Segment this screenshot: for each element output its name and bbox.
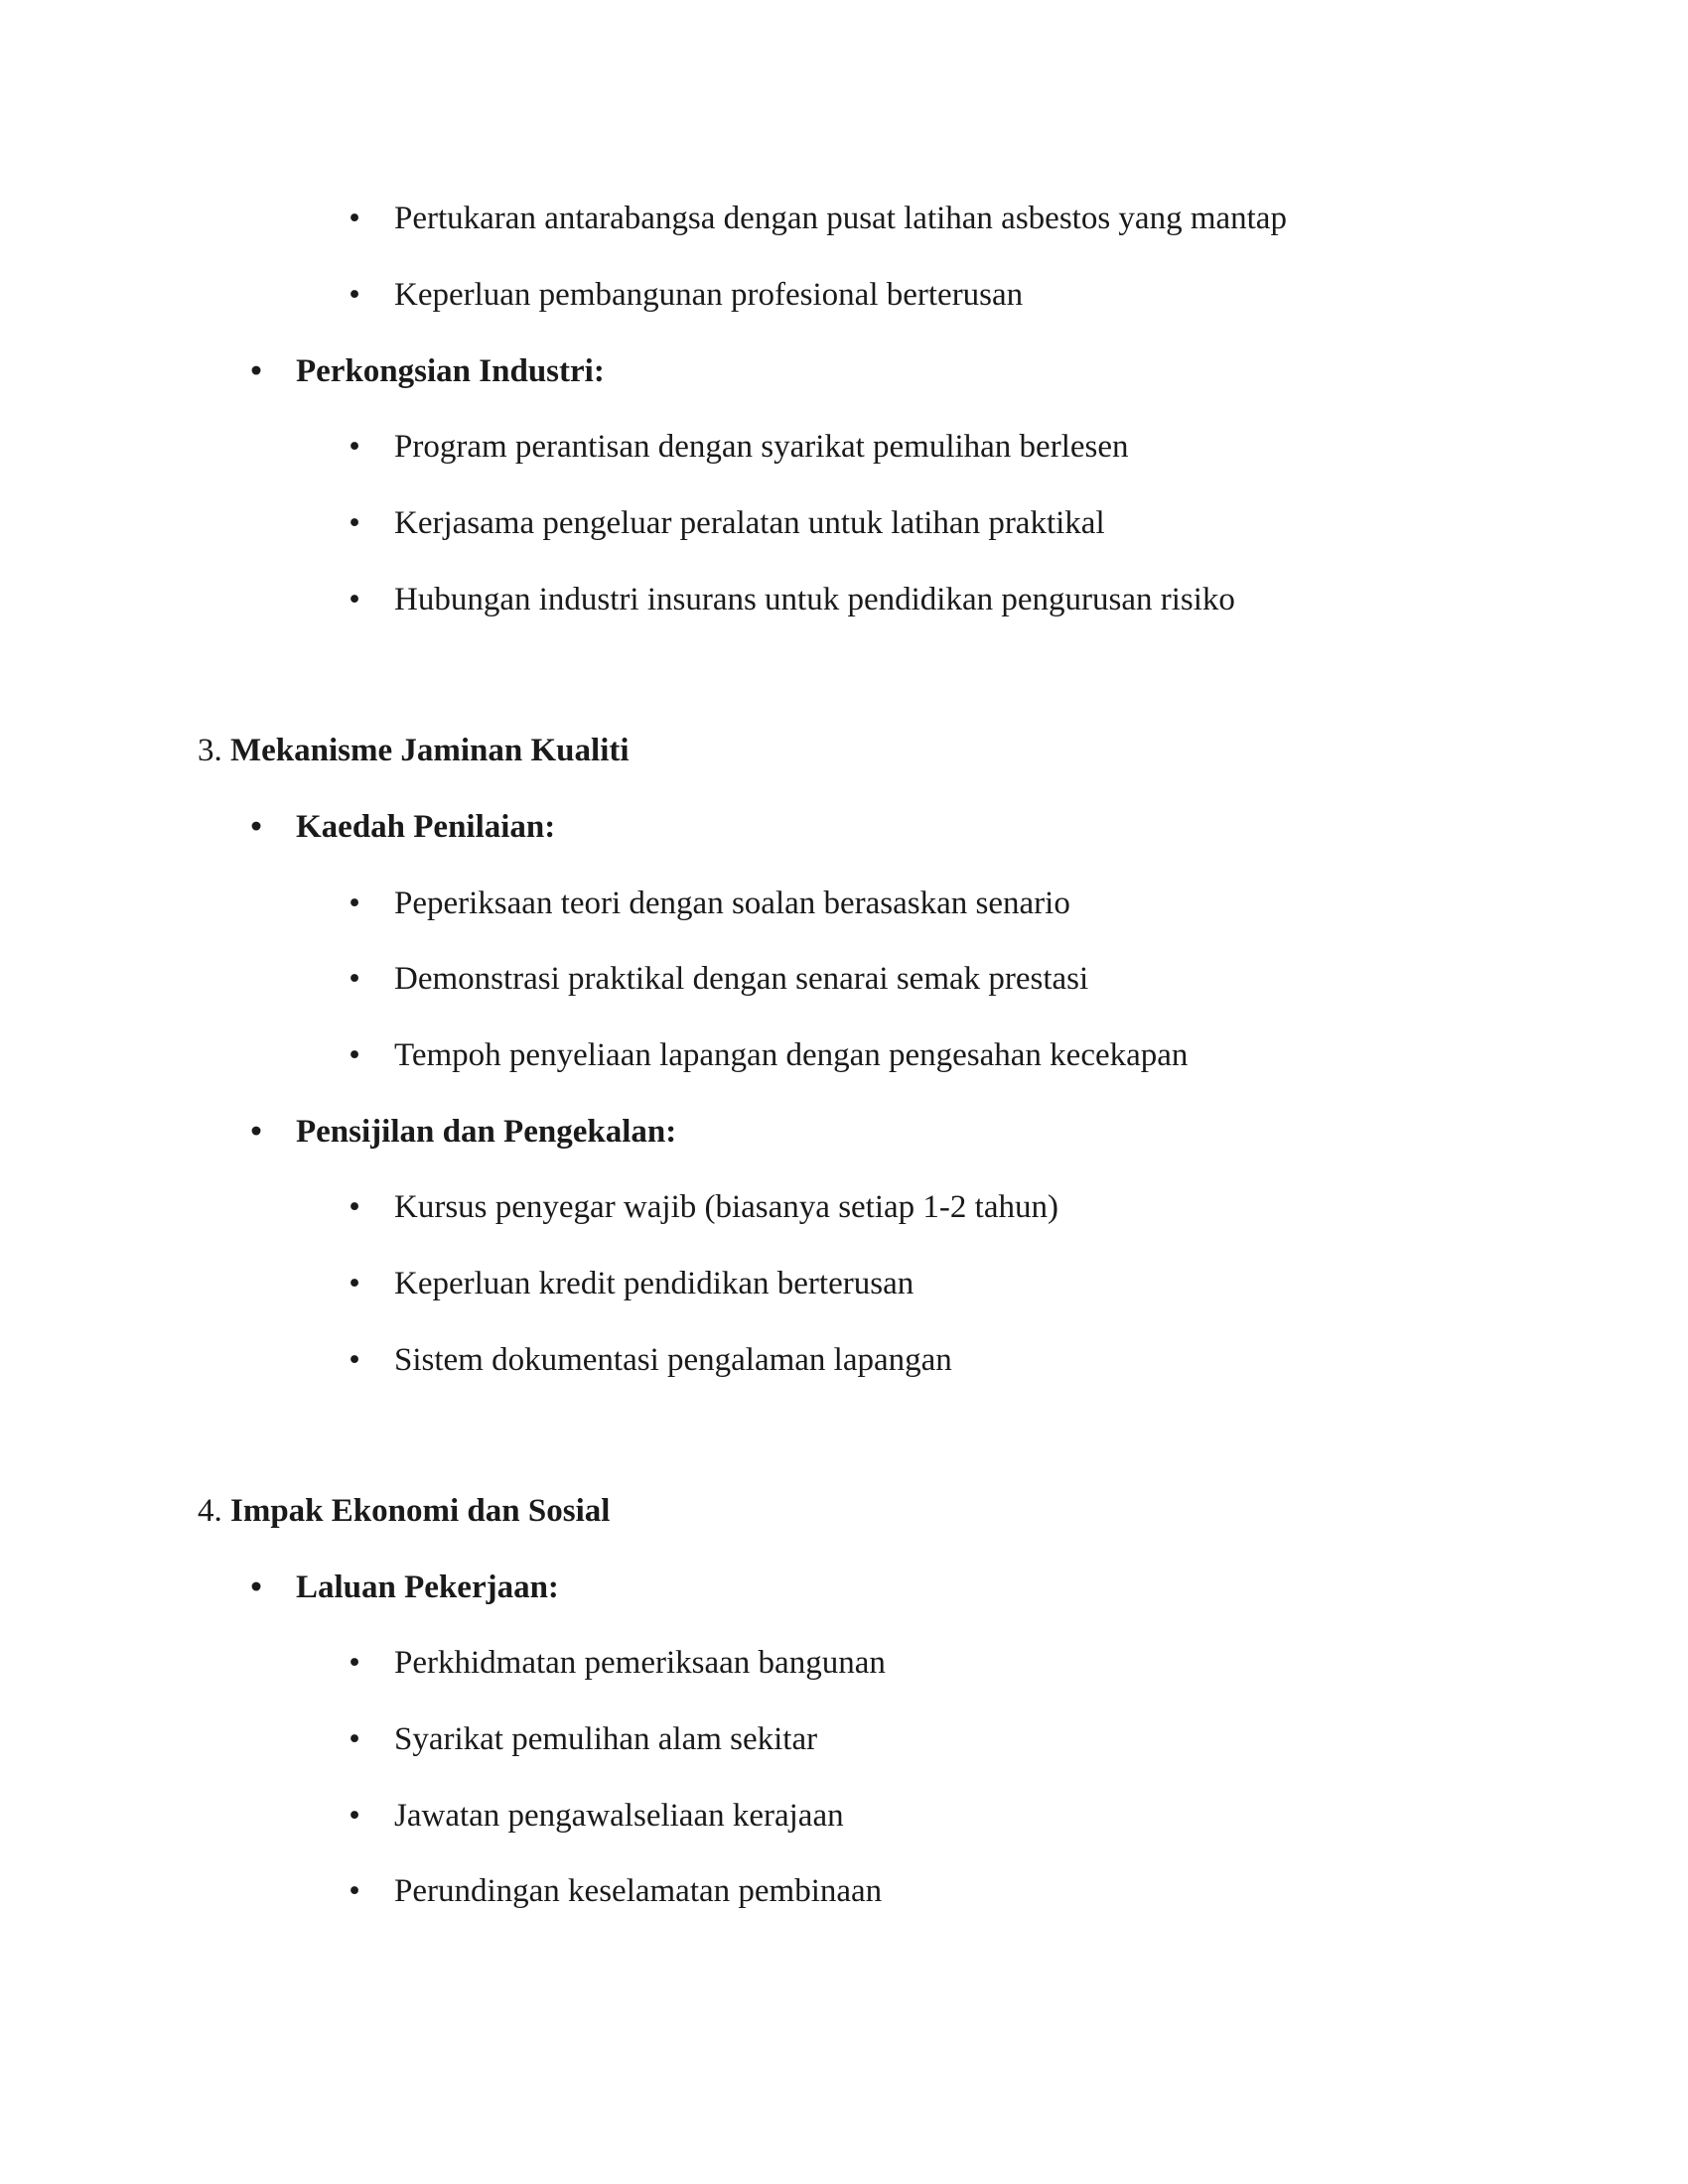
section-title: Impak Ekonomi dan Sosial bbox=[230, 1493, 611, 1529]
list-item-text: Demonstrasi praktikal dengan senarai semak prestasi bbox=[394, 961, 1089, 997]
subheading-text: Kaedah Penilaian: bbox=[296, 809, 556, 845]
subheading-item bbox=[250, 351, 605, 391]
section-heading bbox=[198, 1491, 610, 1531]
list-item-text: Perkhidmatan pemeriksaan bangunan bbox=[394, 1645, 886, 1681]
list-item-text: Keperluan kredit pendidikan berterusan bbox=[394, 1266, 914, 1301]
list-item-text: Jawatan pengawalseliaan kerajaan bbox=[394, 1798, 844, 1834]
list-item-text: Program perantisan dengan syarikat pemulihan berlesen bbox=[394, 429, 1129, 465]
list-item bbox=[349, 1264, 914, 1303]
bullet-icon: • bbox=[349, 1342, 360, 1378]
list-item bbox=[349, 1187, 1058, 1227]
list-item-text: Peperiksaan teori dengan soalan berasaskan senario bbox=[394, 886, 1070, 921]
list-item bbox=[349, 1796, 844, 1836]
section-number: 4. bbox=[198, 1493, 222, 1529]
bullet-icon: • bbox=[349, 1798, 360, 1834]
list-item-text: Keperluan pembangunan profesional berterusan bbox=[394, 277, 1024, 313]
subheading-text: Perkongsian Industri: bbox=[296, 353, 605, 389]
subheading-text: Pensijilan dan Pengekalan: bbox=[296, 1114, 677, 1150]
list-item bbox=[349, 1340, 952, 1380]
list-item-text: Syarikat pemulihan alam sekitar bbox=[394, 1721, 818, 1757]
bullet-icon: • bbox=[349, 1873, 360, 1909]
list-item-text: Perundingan keselamatan pembinaan bbox=[394, 1873, 883, 1909]
list-item bbox=[349, 503, 1105, 543]
section-number: 3. bbox=[198, 733, 222, 768]
bullet-icon: • bbox=[349, 1037, 360, 1073]
list-item-text: Hubungan industri insurans untuk pendidikan pengurusan risiko bbox=[394, 582, 1235, 617]
list-item bbox=[349, 884, 1070, 923]
list-item bbox=[349, 1719, 818, 1759]
list-item bbox=[349, 1643, 886, 1683]
list-item bbox=[349, 959, 1089, 999]
list-item bbox=[349, 199, 1287, 238]
bullet-icon: • bbox=[349, 1266, 360, 1301]
section-heading bbox=[198, 731, 630, 770]
bullet-icon: • bbox=[349, 886, 360, 921]
list-item-text: Kerjasama pengeluar peralatan untuk latihan praktikal bbox=[394, 505, 1105, 541]
list-item bbox=[349, 1035, 1189, 1075]
list-item-text: Sistem dokumentasi pengalaman lapangan bbox=[394, 1342, 952, 1378]
bullet-icon: • bbox=[349, 582, 360, 617]
bullet-icon: • bbox=[250, 1114, 262, 1150]
list-item bbox=[349, 580, 1235, 619]
list-item-text: Pertukaran antarabangsa dengan pusat latihan asbestos yang mantap bbox=[394, 201, 1287, 236]
list-item-text: Tempoh penyeliaan lapangan dengan pengesahan kecekapan bbox=[394, 1037, 1189, 1073]
bullet-icon: • bbox=[349, 1645, 360, 1681]
bullet-icon: • bbox=[349, 1721, 360, 1757]
section-title: Mekanisme Jaminan Kualiti bbox=[230, 733, 630, 768]
subheading-text: Laluan Pekerjaan: bbox=[296, 1570, 559, 1605]
bullet-icon: • bbox=[349, 201, 360, 236]
list-item bbox=[349, 275, 1024, 315]
subheading-item bbox=[250, 1112, 677, 1152]
list-item-text: Kursus penyegar wajib (biasanya setiap 1-2 tahun) bbox=[394, 1189, 1058, 1225]
bullet-icon: • bbox=[349, 1189, 360, 1225]
list-item bbox=[349, 427, 1129, 467]
bullet-icon: • bbox=[250, 1570, 262, 1605]
bullet-icon: • bbox=[349, 961, 360, 997]
list-item bbox=[349, 1871, 883, 1911]
subheading-item bbox=[250, 1568, 559, 1607]
bullet-icon: • bbox=[349, 277, 360, 313]
subheading-item bbox=[250, 807, 556, 847]
bullet-icon: • bbox=[250, 353, 262, 389]
bullet-icon: • bbox=[349, 429, 360, 465]
bullet-icon: • bbox=[250, 809, 262, 845]
bullet-icon: • bbox=[349, 505, 360, 541]
